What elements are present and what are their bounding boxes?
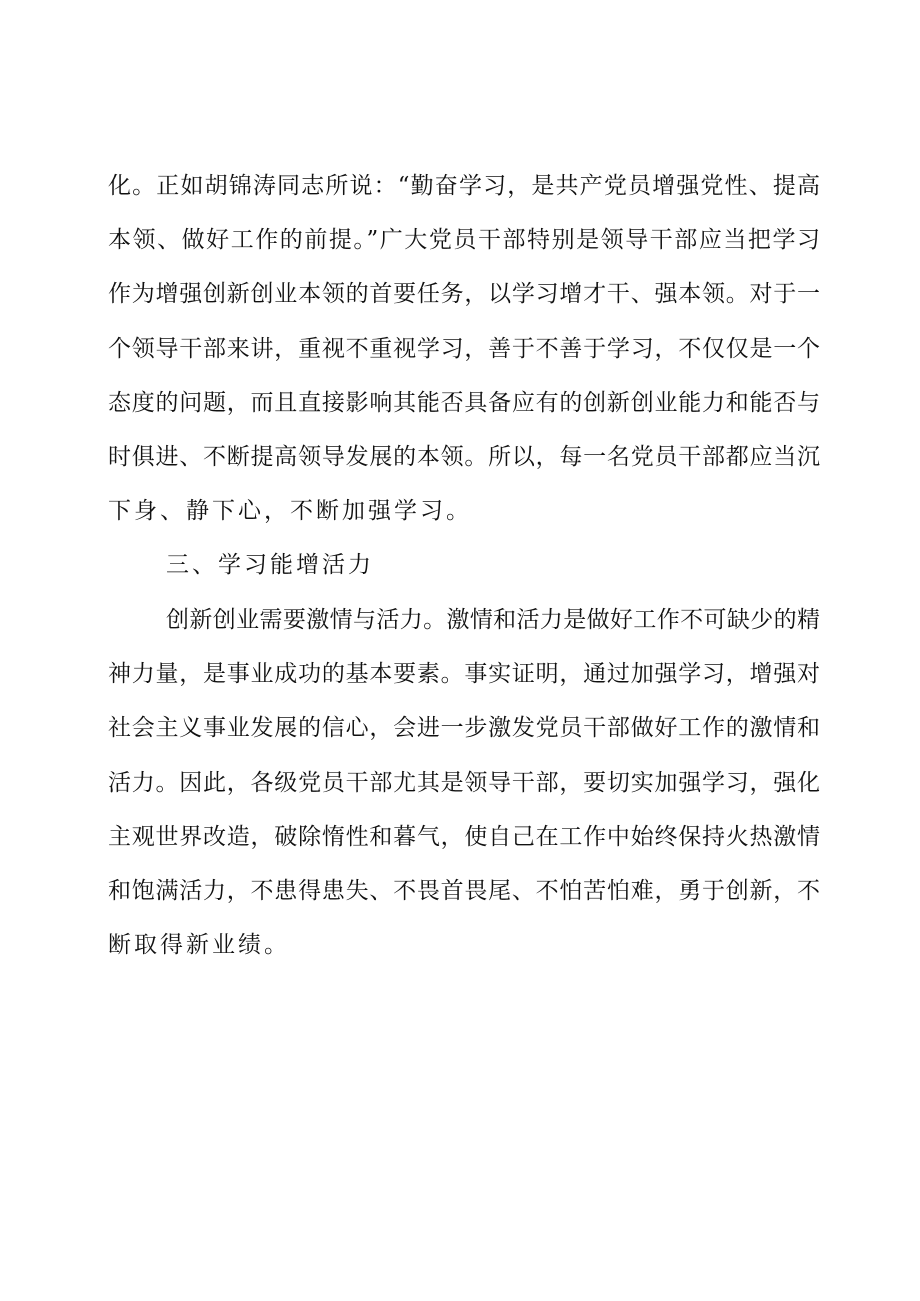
paragraph-line: 态度的问题，而且直接影响其能否具备应有的创新创业能力和能否与: [108, 390, 820, 416]
paragraph-line: 和饱满活力，不患得患失、不畏首畏尾、不怕苦怕难，勇于创新，不: [108, 878, 820, 904]
paragraph-line: 时俱进、不断提高领导发展的本领。所以，每一名党员干部都应当沉: [108, 444, 820, 470]
paragraph-line: 活力。因此，各级党员干部尤其是领导干部，要切实加强学习，强化: [108, 770, 820, 796]
paragraph-line: 作为增强创新创业本领的首要任务，以学习增才干、强本领。对于一: [108, 281, 820, 307]
paragraph-line: 创新创业需要激情与活力。激情和活力是做好工作不可缺少的精: [166, 607, 820, 633]
paragraph-line: 主观世界改造，破除惰性和暮气，使自己在工作中始终保持火热激情: [108, 824, 820, 850]
paragraph-line: 化。正如胡锦涛同志所说：“勤奋学习，是共产党员增强党性、提高: [108, 173, 820, 199]
paragraph-line: 个领导干部来讲，重视不重视学习，善于不善于学习，不仅仅是一个: [108, 336, 820, 362]
paragraph-line: 神力量，是事业成功的基本要素。事实证明，通过加强学习，增强对: [108, 661, 820, 687]
paragraph-line: 社会主义事业发展的信心，会进一步激发党员干部做好工作的激情和: [108, 715, 820, 741]
paragraph-line: 下身、静下心，不断加强学习。: [108, 498, 472, 524]
section-heading: 三、学习能增活力: [166, 552, 374, 578]
paragraph-line: 断取得新业绩。: [108, 932, 290, 958]
paragraph-line: 本领、做好工作的前提。”广大党员干部特别是领导干部应当把学习: [108, 227, 820, 253]
